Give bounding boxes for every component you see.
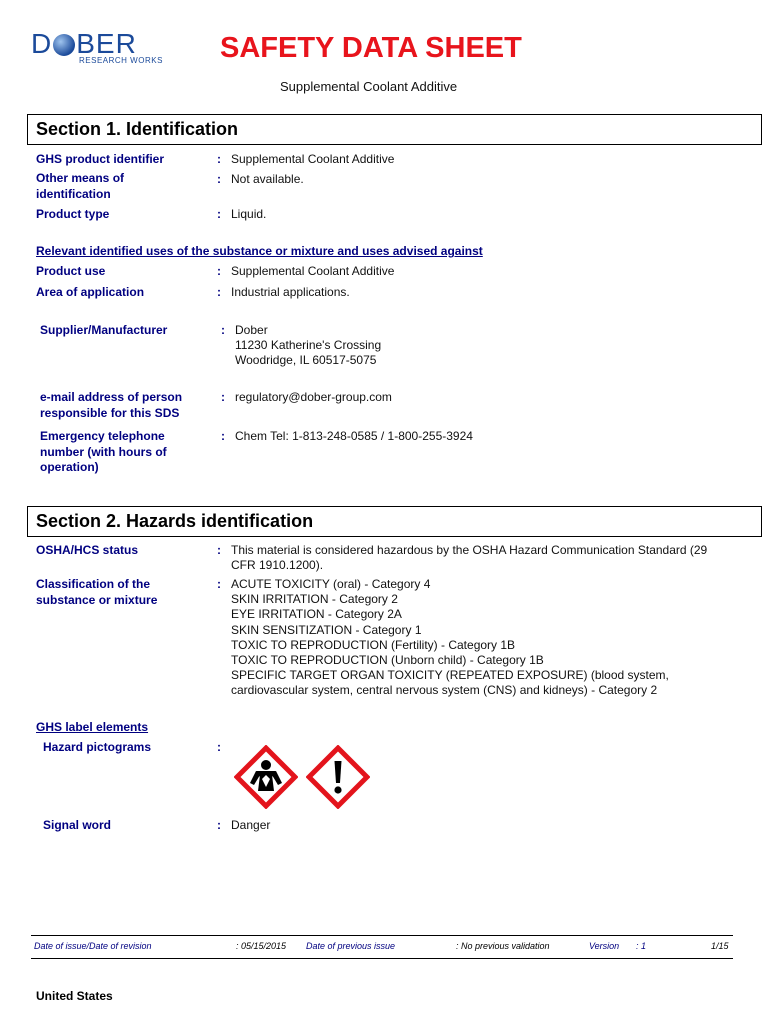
document-title: SAFETY DATA SHEET bbox=[220, 32, 522, 64]
other-means-label: Other means of identification bbox=[36, 171, 125, 201]
page-number: 1/15 bbox=[711, 941, 729, 951]
colon: : bbox=[217, 285, 221, 299]
product-use-value: Supplemental Coolant Additive bbox=[231, 264, 395, 278]
classification-line: SPECIFIC TARGET ORGAN TOXICITY (REPEATED EXPOSURE) (blood system, bbox=[231, 668, 669, 683]
country-label: United States bbox=[36, 989, 113, 1003]
classification-line: EYE IRRITATION - Category 2A bbox=[231, 607, 402, 622]
version-label: Version bbox=[589, 941, 620, 951]
ghs-product-identifier-label: GHS product identifier bbox=[36, 152, 165, 166]
ghs-product-identifier-value: Supplemental Coolant Additive bbox=[231, 152, 395, 166]
health-hazard-pictogram-icon bbox=[234, 745, 298, 809]
section-2-title: Section 2. Hazards identification bbox=[36, 511, 314, 531]
section-1-title: Section 1. Identification bbox=[36, 119, 239, 139]
footer-divider bbox=[31, 935, 733, 936]
classification-line: SKIN SENSITIZATION - Category 1 bbox=[231, 622, 422, 637]
colon: : bbox=[221, 390, 225, 404]
previous-issue-label: Date of previous issue bbox=[306, 941, 396, 951]
colon: : bbox=[217, 207, 221, 221]
colon: : bbox=[217, 543, 221, 557]
other-means-value: Not available. bbox=[231, 172, 304, 186]
osha-status-value: This material is considered hazardous by the OSHA Hazard Communication Standard (29 CFR 1910.1200). bbox=[231, 543, 708, 573]
previous-issue-value: : No previous validation bbox=[456, 941, 550, 951]
osha-status-label: OSHA/HCS status bbox=[36, 543, 139, 557]
product-use-label: Product use bbox=[36, 264, 106, 278]
emergency-telephone-label: Emergency telephone number (with hours of operation) bbox=[40, 429, 167, 474]
emergency-telephone-value: Chem Tel: 1-813-248-0585 / 1-800-255-3924 bbox=[235, 429, 473, 443]
email-value[interactable]: regulatory@dober-group.com bbox=[235, 390, 392, 404]
relevant-uses-heading: Relevant identified uses of the substance or mixture and uses advised against bbox=[36, 244, 483, 258]
colon: : bbox=[217, 577, 221, 591]
colon: : bbox=[221, 323, 225, 337]
exclamation-mark-pictogram-icon bbox=[306, 745, 370, 809]
supplier-label: Supplier/Manufacturer bbox=[40, 323, 168, 337]
signal-word-label: Signal word bbox=[43, 818, 112, 832]
classification-line: cardiovascular system, central nervous system (CNS) and kidneys) - Category 2 bbox=[231, 683, 658, 698]
issue-date-value: : 05/15/2015 bbox=[236, 941, 287, 951]
section-1-header bbox=[27, 114, 762, 145]
ghs-label-elements-heading: GHS label elements bbox=[36, 720, 149, 734]
classification-list bbox=[231, 577, 669, 699]
colon: : bbox=[221, 429, 225, 443]
supplier-address bbox=[235, 323, 381, 369]
email-label: e-mail address of person responsible for this SDS bbox=[40, 390, 183, 420]
supplier-name: Dober bbox=[235, 323, 268, 337]
classification-label: Classification of the substance or mixture bbox=[36, 577, 158, 607]
product-subtitle: Supplemental Coolant Additive bbox=[280, 79, 458, 94]
issue-date-label: Date of issue/Date of revision bbox=[34, 941, 152, 951]
company-logo bbox=[31, 28, 176, 68]
colon: : bbox=[217, 172, 221, 186]
section-2-header bbox=[27, 506, 762, 537]
colon: : bbox=[217, 818, 221, 832]
classification-line: ACUTE TOXICITY (oral) - Category 4 bbox=[231, 577, 431, 591]
logo-subtitle: RESEARCH WORKS bbox=[79, 56, 163, 65]
area-of-application-label: Area of application bbox=[36, 285, 145, 299]
area-of-application-value: Industrial applications. bbox=[231, 285, 350, 299]
logo-letter-d: D bbox=[31, 28, 53, 59]
version-value: : 1 bbox=[636, 941, 647, 951]
signal-word-value: Danger bbox=[231, 818, 271, 832]
colon: : bbox=[217, 152, 221, 166]
hazard-pictograms-label: Hazard pictograms bbox=[43, 740, 152, 754]
footer-rule bbox=[31, 958, 733, 959]
classification-line: TOXIC TO REPRODUCTION (Unborn child) - Category 1B bbox=[231, 653, 544, 668]
logo-globe-icon bbox=[53, 34, 75, 56]
classification-line: SKIN IRRITATION - Category 2 bbox=[231, 592, 398, 607]
supplier-street: 11230 Katherine's Crossing bbox=[235, 338, 382, 353]
classification-line: TOXIC TO REPRODUCTION (Fertility) - Category 1B bbox=[231, 637, 516, 652]
product-type-label: Product type bbox=[36, 207, 110, 221]
product-type-value: Liquid. bbox=[231, 207, 267, 221]
colon: : bbox=[217, 264, 221, 278]
colon: : bbox=[217, 740, 221, 754]
supplier-city: Woodridge, IL 60517-5075 bbox=[235, 353, 377, 368]
logo-letters-ber: BER bbox=[76, 28, 137, 59]
